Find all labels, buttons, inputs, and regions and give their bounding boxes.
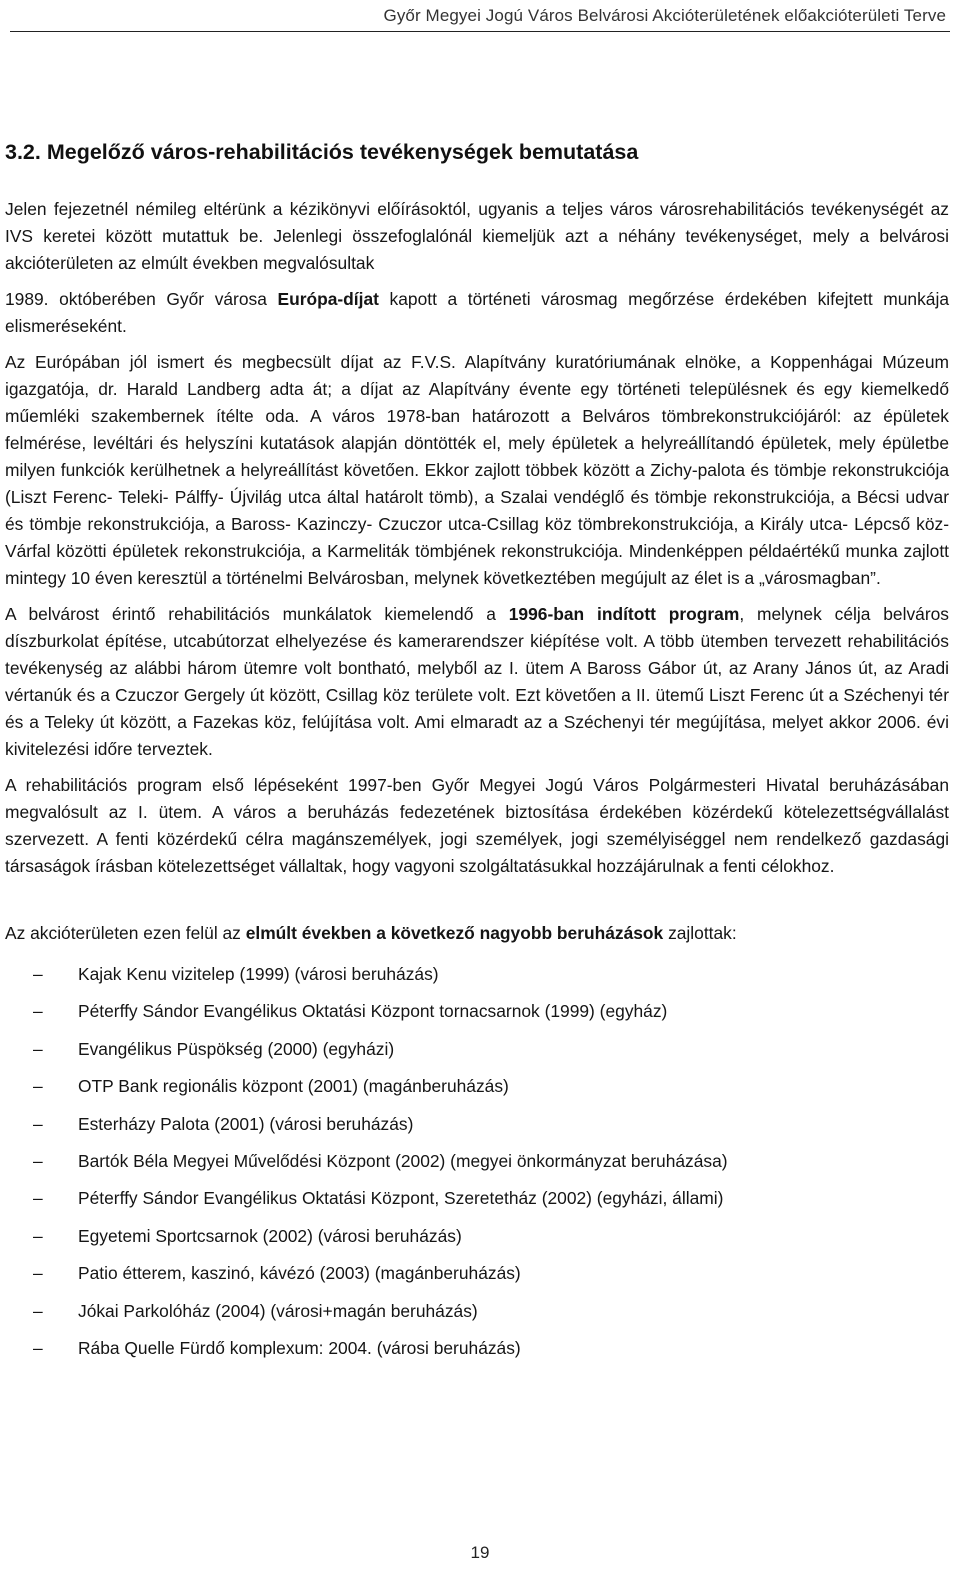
list-dash: –	[33, 1076, 43, 1097]
bold-text: Európa-díjat	[277, 289, 379, 309]
list-item	[5, 1293, 949, 1330]
paragraph-europe-prize	[5, 286, 949, 340]
list-item	[5, 956, 949, 993]
text-run: kapott a történeti városmag megőrzése érdekében kifejtett munkája elismeréseként.	[5, 289, 949, 336]
list-item-text: Evangélikus Püspökség (2000) (egyházi)	[78, 1038, 395, 1059]
list-item	[5, 1218, 949, 1255]
text-run: A belvárost érintő rehabilitációs munkálatok kiemelendő a	[5, 604, 509, 624]
paragraph-1996-program	[5, 601, 949, 763]
paragraph-intro: Jelen fejezetnél némileg eltérünk a kézikönyvi előírásoktól, ugyanis a teljes város városrehabilitációs tevékenységét az IVS keretei között mutattuk be. Jelenlegi összefoglalónál kiemeljük azt a néhány tevékenységet, mely a belvárosi akcióterületen az elmúlt években megvalósultak	[5, 199, 949, 273]
list-item	[5, 1068, 949, 1105]
paragraph-reconstruction: Az Európában jól ismert és megbecsült díjat az F.V.S. Alapítvány kuratóriumának elnöke, a Koppenhágai Múzeum igazgatója, dr. Harald Landberg adta át; a díjat az Alapítvány évente egy történeti településnek és egy kiemelkedő műemléki szakembernek ítélte oda. A város 1978-ban határozott a Belváros tömbrekonstrukciójáról: az épületek felmérése, levéltári és helyszíni kutatások alapján döntötték el, mely épületek a helyreállítandó épületek, mely épületbe milyen funkciók kerülhetnek a helyreállítást követően. Ekkor zajlott többek között a Zichy-palota és tömbje rekonstrukciója (Liszt Ferenc- Teleki- Pálffy- Újvilág utca által határolt tömb), a Szalai vendéglő és tömbje rekonstrukciója, a Bécsi udvar és tömbje rekonstrukciója, a Baross- Kazinczy- Czuczor utca-Csillag köz tömbrekonstrukciója, a Király utca- Lépcső köz- Várfal közötti épületek rekonstrukciója, a Karmeliták tömbjének rekonstrukciója. Mindenképpen példaértékű munka zajlott mintegy 10 éven keresztül a történelmi Belvárosban, melynek következtében megújult az élet is a „városmagban”.	[5, 352, 949, 588]
list-item-text: Bartók Béla Megyei Művelődési Központ (2002) (megyei önkormányzat beruházása)	[78, 1150, 728, 1171]
text-run: zajlottak:	[663, 923, 737, 943]
list-dash: –	[33, 1263, 43, 1284]
list-dash: –	[33, 1113, 43, 1134]
investment-list	[5, 956, 949, 1367]
bold-text: 1996-ban indított program	[508, 604, 740, 624]
list-dash: –	[33, 1337, 43, 1358]
list-dash: –	[33, 1038, 43, 1059]
body-text	[5, 196, 949, 1367]
text-run: , melynek célja belváros díszburkolat építése, utcabútorzat elhelyezése és kamerarendszer kiépítése volt. A több ütemben tervezett rehabilitációs tevékenység az alábbi három ütemre volt bontható, melyből az I. ütem A Baross Gábor út, az Arany János út, az Aradi vértanúk és a Czuczor Gergely út között, Csillag köz területe volt. Ezt követően a II. ütemű Liszt Ferenc út a Széchenyi tér és a Teleky út között, a Fazekas köz, felújítása volt. Ami elmaradt az a Széchenyi tér megújítása, melyet akkor 2006. évi kivitelezési időre terveztek.	[5, 604, 949, 759]
list-item-text: Rába Quelle Fürdő komplexum: 2004. (városi beruházás)	[78, 1337, 521, 1358]
list-item-text: Esterházy Palota (2001) (városi beruházás)	[78, 1113, 414, 1134]
list-dash: –	[33, 964, 43, 984]
list-item	[5, 1106, 949, 1143]
list-item	[5, 1255, 949, 1292]
paragraph-1997-stage: A rehabilitációs program első lépéseként 1997-ben Győr Megyei Jogú Város Polgármesteri Hivatal beruházásában megvalósult az I. ütem. A város a beruházás fedezetének biztosítása érdekében közérdekű kötelezettségvállalást szervezett. A fenti közérdekű célra magánszemélyek, jogi személyek, jogi személyiséggel nem rendelkező gazdasági társaságok írásban kötelezettséget vállaltak, hogy vagyoni szolgáltatásukkal hozzájárulnak a fenti célokhoz.	[5, 775, 949, 876]
list-dash: –	[33, 1188, 43, 1209]
list-item-text: Egyetemi Sportcsarnok (2002) (városi beruházás)	[78, 1225, 462, 1246]
list-item	[5, 1143, 949, 1180]
list-item	[5, 993, 949, 1030]
section-heading: 3.2. Megelőző város-rehabilitációs tevékenységek bemutatása	[5, 140, 639, 164]
list-dash: –	[33, 1225, 43, 1246]
running-header: Győr Megyei Jogú Város Belvárosi Akcióterületének előakcióterületi Terve	[383, 6, 946, 25]
list-item-text: Kajak Kenu vizitelep (1999) (városi beruházás)	[78, 964, 439, 984]
list-item-text: Péterffy Sándor Evangélikus Oktatási Központ tornacsarnok (1999) (egyház)	[78, 1001, 668, 1022]
list-dash: –	[33, 1150, 43, 1171]
bold-text: elmúlt években a következő nagyobb beruházások	[245, 923, 664, 943]
list-item	[5, 1330, 949, 1367]
list-item-text: Patio étterem, kaszinó, kávézó (2003) (magánberuházás)	[78, 1263, 521, 1284]
text-run: 1989. októberében Győr városa	[5, 289, 278, 309]
header-rule	[10, 31, 950, 32]
list-item	[5, 1031, 949, 1068]
page-number: 19	[470, 1543, 490, 1562]
list-item-text: OTP Bank regionális központ (2001) (magánberuházás)	[78, 1076, 509, 1097]
list-dash: –	[33, 1001, 43, 1022]
list-item-text: Jókai Parkolóház (2004) (városi+magán beruházás)	[78, 1300, 478, 1321]
list-dash: –	[33, 1300, 43, 1321]
paragraph-investments-intro	[5, 920, 949, 947]
list-item-text: Péterffy Sándor Evangélikus Oktatási Központ, Szeretetház (2002) (egyházi, állami)	[78, 1188, 724, 1209]
list-item	[5, 1180, 949, 1217]
text-run: Az akcióterületen ezen felül az	[5, 923, 246, 943]
